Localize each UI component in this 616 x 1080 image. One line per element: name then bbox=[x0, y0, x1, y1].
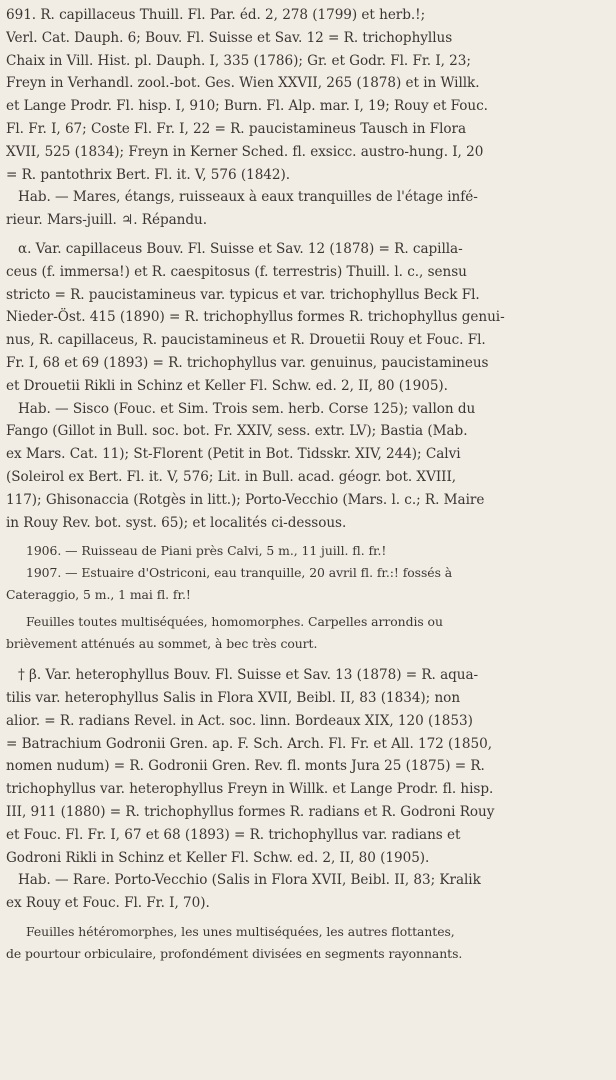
text-line: Hab. — Mares, étangs, ruisseaux à eaux tranquilles de l'étage infé- bbox=[18, 189, 478, 206]
text-line: alior. = R. radians Revel. in Act. soc. linn. Bordeaux XIX, 120 (1853) bbox=[6, 712, 473, 729]
text-line: et Drouetii Rikli in Schinz et Keller Fl. Schw. ed. 2, II, 80 (1905). bbox=[6, 377, 448, 394]
text-line: Hab. — Sisco (Fouc. et Sim. Trois sem. herb. Corse 125); vallon du bbox=[18, 400, 476, 417]
observation-1907 bbox=[6, 562, 610, 605]
text-line: in Rouy Rev. bot. syst. 65); et localités ci-dessous. bbox=[6, 514, 347, 531]
entry-691-habitat bbox=[6, 186, 610, 232]
text-line: (Soleirol ex Bert. Fl. it. V, 576; Lit. in Bull. acad. géogr. bot. XVIII, bbox=[6, 468, 457, 485]
text-line: ex Rouy et Fouc. Fl. Fr. I, 70). bbox=[6, 895, 210, 912]
text-line: = Batrachium Godronii Gren. ap. F. Sch. Arch. Fl. Fr. et All. 172 (1850, bbox=[6, 735, 492, 752]
variety-beta-description bbox=[6, 921, 610, 964]
text-line: rieur. Mars-juill. ♃. Répandu. bbox=[6, 212, 207, 229]
text-line: † β. Var. heterophyllus Bouv. Fl. Suisse et Sav. 13 (1878) = R. aqua- bbox=[18, 667, 479, 684]
text-line: Cateraggio, 5 m., 1 mai fl. fr.! bbox=[6, 586, 191, 602]
text-line: Godroni Rikli in Schinz et Keller Fl. Schw. ed. 2, II, 80 (1905). bbox=[6, 849, 430, 866]
variety-alpha-habitat bbox=[6, 398, 610, 535]
text-line: Chaix in Vill. Hist. pl. Dauph. I, 335 (1786); Gr. et Godr. Fl. Fr. I, 23; bbox=[6, 52, 471, 69]
text-line: de pourtour orbiculaire, profondément divisées en segments rayonnants. bbox=[6, 945, 463, 961]
entry-691-synonymy bbox=[6, 4, 610, 186]
text-line: et Lange Prodr. Fl. hisp. I, 910; Burn. Fl. Alp. mar. I, 19; Rouy et Fouc. bbox=[6, 98, 488, 115]
text-line: 117); Ghisonaccia (Rotgès in litt.); Porto-Vecchio (Mars. l. c.; R. Maire bbox=[6, 491, 485, 508]
text-line: et Fouc. Fl. Fr. I, 67 et 68 (1893) = R. trichophyllus var. radians et bbox=[6, 826, 461, 843]
text-line: Feuilles hétéromorphes, les unes multiséquées, les autres flottantes, bbox=[26, 924, 455, 940]
text-line: 691. R. capillaceus Thuill. Fl. Par. éd. 2, 278 (1799) et herb.!; bbox=[6, 7, 426, 23]
text-line: Feuilles toutes multiséquées, homomorphes. Carpelles arrondis ou bbox=[26, 614, 443, 630]
text-line: 1907. — Estuaire d'Ostriconi, eau tranquille, 20 avril fl. fr.:! fossés à bbox=[26, 564, 453, 580]
text-line: brièvement atténués au sommet, à bec très court. bbox=[6, 635, 318, 651]
text-line: Verl. Cat. Dauph. 6; Bouv. Fl. Suisse et Sav. 12 = R. trichophyllus bbox=[6, 29, 453, 46]
variety-alpha-synonymy bbox=[6, 238, 610, 398]
text-line: stricto = R. paucistamineus var. typicus et var. trichophyllus Beck Fl. bbox=[6, 286, 480, 303]
variety-beta-synonymy bbox=[6, 664, 610, 869]
text-line: Nieder-Öst. 415 (1890) = R. trichophyllus formes R. trichophyllus genui- bbox=[6, 309, 505, 326]
text-line: α. Var. capillaceus Bouv. Fl. Suisse et Sav. 12 (1878) = R. capilla- bbox=[18, 240, 463, 257]
text-line: Fl. Fr. I, 67; Coste Fl. Fr. I, 22 = R. paucistamineus Tausch in Flora bbox=[6, 120, 467, 137]
text-line: nomen nudum) = R. Godronii Gren. Rev. fl. monts Jura 25 (1875) = R. bbox=[6, 758, 485, 775]
text-line: tilis var. heterophyllus Salis in Flora XVII, Beibl. II, 83 (1834); non bbox=[6, 690, 461, 707]
observation-1906 bbox=[6, 540, 610, 562]
text-line: XVII, 525 (1834); Freyn in Kerner Sched. fl. exsicc. austro-hung. I, 20 bbox=[6, 143, 484, 160]
text-line: Freyn in Verhandl. zool.-bot. Ges. Wien XXVII, 265 (1878) et in Willk. bbox=[6, 75, 480, 92]
text-line: III, 911 (1880) = R. trichophyllus formes R. radians et R. Godroni Rouy bbox=[6, 804, 495, 821]
text-line: = R. pantothrix Bert. Fl. it. V, 576 (1842). bbox=[6, 166, 291, 183]
variety-alpha-description bbox=[6, 611, 610, 654]
text-line: Fr. I, 68 et 69 (1893) = R. trichophyllus var. genuinus, paucistamineus bbox=[6, 354, 489, 371]
variety-beta-habitat bbox=[6, 869, 610, 915]
text-line: 1906. — Ruisseau de Piani près Calvi, 5 m., 11 juill. fl. fr.! bbox=[26, 543, 387, 559]
text-line: Hab. — Rare. Porto-Vecchio (Salis in Flora XVII, Beibl. II, 83; Kralik bbox=[18, 872, 481, 889]
text-line: ceus (f. immersa!) et R. caespitosus (f. terrestris) Thuill. l. c., sensu bbox=[6, 263, 467, 280]
text-line: nus, R. capillaceus, R. paucistamineus et R. Drouetii Rouy et Fouc. Fl. bbox=[6, 332, 486, 349]
text-line: trichophyllus var. heterophyllus Freyn in Willk. et Lange Prodr. fl. hisp. bbox=[6, 781, 494, 798]
text-line: ex Mars. Cat. 11); St-Florent (Petit in Bot. Tidsskr. XIV, 244); Calvi bbox=[6, 446, 461, 463]
text-line: Fango (Gillot in Bull. soc. bot. Fr. XXIV, sess. extr. LV); Bastia (Mab. bbox=[6, 423, 468, 440]
